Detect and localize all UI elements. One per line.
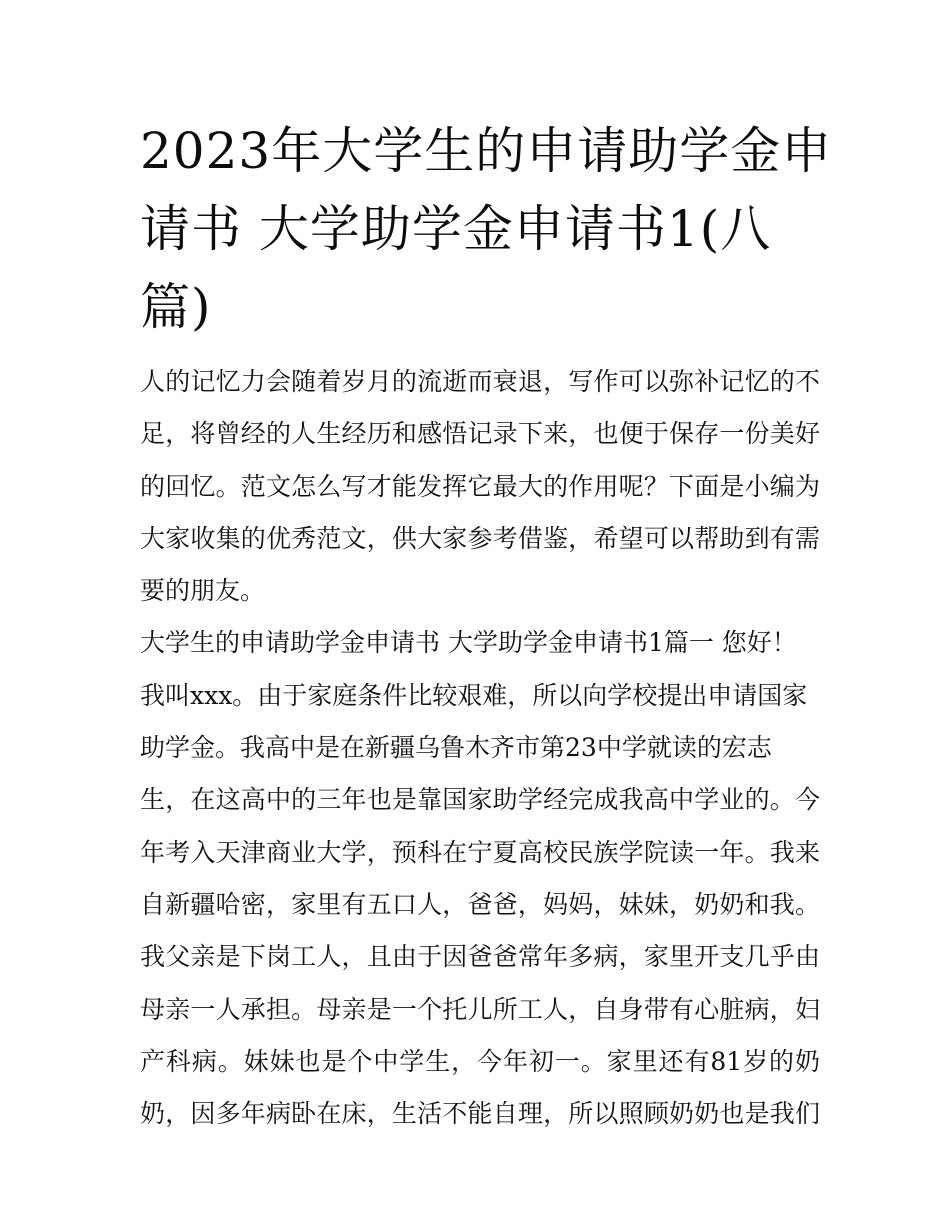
body-line-9: 产科病。妹妹也是个中学生，今年初一。家里还有81岁的奶 [140, 1046, 820, 1076]
body-line-5: 年考入天津商业大学，预科在宁夏高校民族学院读一年。我来 [140, 837, 820, 867]
title-line-3: 篇) [140, 278, 212, 336]
document-title [140, 112, 833, 346]
intro-line-3: 的回忆。范文怎么写才能发挥它最大的作用呢？下面是小编为 [140, 471, 820, 501]
intro-line-5: 要的朋友。 [140, 576, 266, 606]
intro-line-1: 人的记忆力会随着岁月的流逝而衰退，写作可以弥补记忆的不 [140, 367, 820, 396]
letter-paragraph [140, 617, 820, 1140]
body-line-10: 奶，因多年病卧在床，生活不能自理，所以照顾奶奶也是我们 [140, 1099, 820, 1129]
body-line-6: 自新疆哈密，家里有五口人，爸爸，妈妈，妹妹，奶奶和我。 [140, 889, 820, 919]
intro-line-2: 足，将曾经的人生经历和感悟记录下来，也便于保存一份美好 [140, 419, 820, 449]
body-line-3: 助学金。我高中是在新疆乌鲁木齐市第23中学就读的宏志 [140, 733, 772, 763]
body-line-4: 生，在这高中的三年也是靠国家助学经完成我高中学业的。今 [140, 785, 820, 815]
title-line-1: 2023年大学生的申请助学金申 [140, 122, 833, 180]
body-line-2: 我叫xxx。由于家庭条件比较艰难，所以向学校提出申请国家 [140, 680, 808, 710]
body-line-8: 母亲一人承担。母亲是一个托儿所工人，自身带有心脏病，妇 [140, 994, 820, 1024]
body-line-7: 我父亲是下岗工人，且由于因爸爸常年多病，家里开支几乎由 [140, 942, 820, 972]
title-line-2: 请书 大学助学金申请书1(八 [140, 200, 772, 258]
intro-paragraph [140, 356, 820, 617]
document-body [140, 356, 820, 1140]
intro-line-4: 大家收集的优秀范文，供大家参考借鉴，希望可以帮助到有需 [140, 523, 820, 553]
body-line-1: 大学生的申请助学金申请书 大学助学金申请书1篇一 您好！ [140, 628, 797, 658]
